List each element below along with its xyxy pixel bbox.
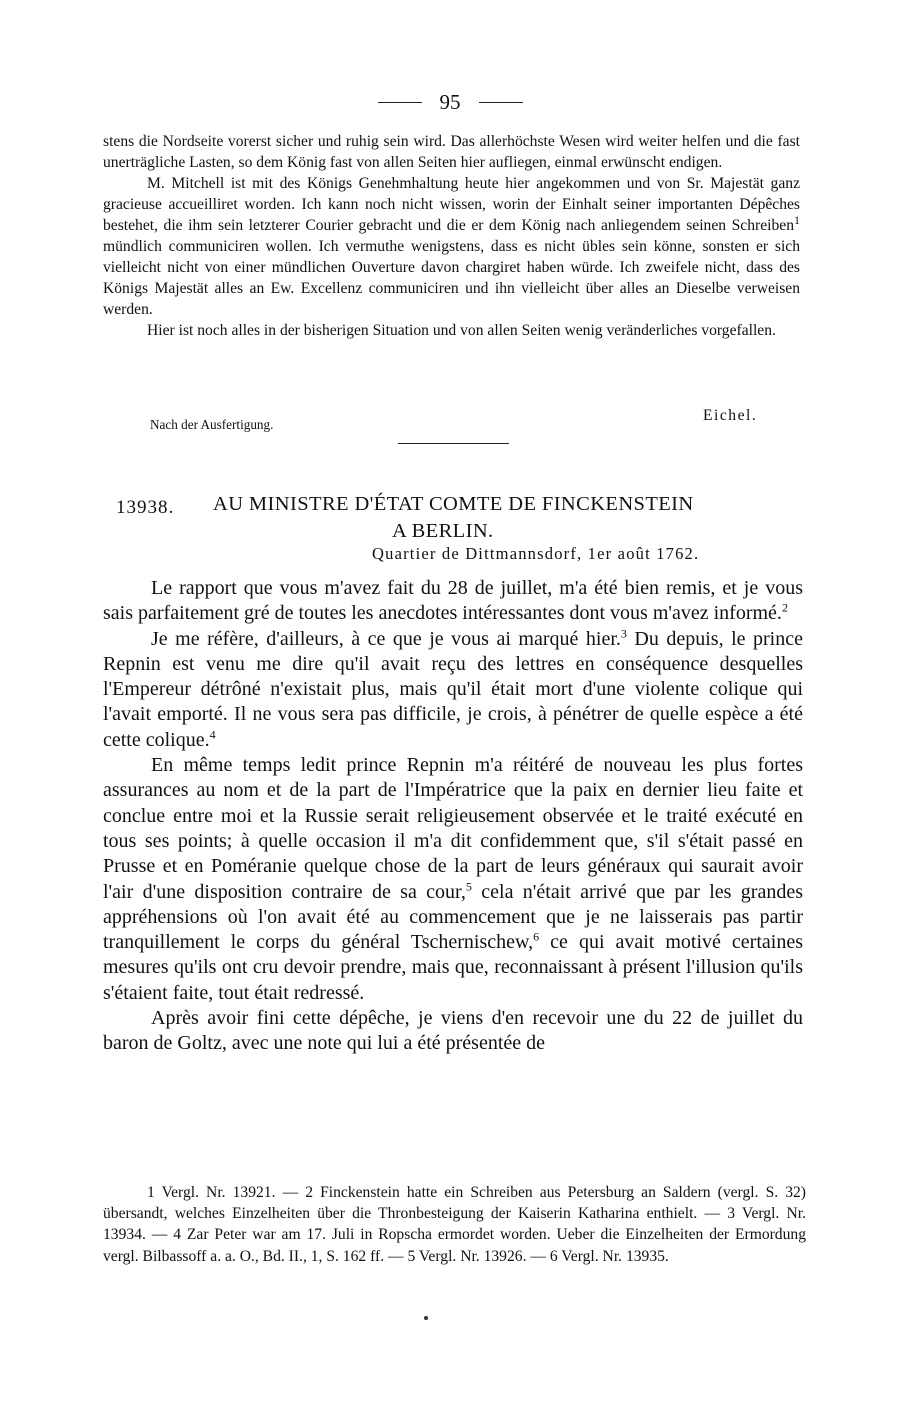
footnote-ref-4: 4 bbox=[209, 727, 216, 742]
letter-paragraph-4: Après avoir fini cette dépêche, je viens d'en recevoir une du 22 de juillet du baron de Goltz, avec une note qui lui a été présentée de bbox=[103, 1007, 803, 1055]
footnote-ref-1: 1 bbox=[794, 212, 800, 227]
footnote-ref-2: 2 bbox=[781, 600, 788, 615]
letter-heading-line-2: A BERLIN. bbox=[392, 520, 494, 542]
letter-heading-line-1: AU MINISTRE D'ÉTAT COMTE DE FINCKENSTEIN bbox=[213, 493, 694, 515]
header-rule-left bbox=[378, 102, 422, 103]
footnote-ref-5: 5 bbox=[465, 878, 472, 893]
continuation-paragraph-2: M. Mitchell ist mit des Königs Genehmhaltung heute hier angekommen und von Sr. Majestät ganz gracieuse accueilliret worden. Ich kann noch nicht wissen, worin der Einhalt seiner importanten Dépêches bestehet, die ihm sein letzterer Courier gebracht und die er dem König nach anliegendem seinen Schreiben$^1$ mündlich communiciren wollen. Ich vermuthe wenigstens, dass es nicht übles sein könne, sonsten er sich vielleicht nicht von einer mündlichen Ouverture davon chargiret haben würde. Ich zweifele nicht, dass des Königs Majestät alles an Ew. Excellenz communiciren und ihn vielleicht über alles an Dieselbe verweisen werden. bbox=[103, 175, 800, 318]
footnote-ref-6: 6 bbox=[533, 929, 540, 944]
header-rule-right bbox=[479, 102, 523, 103]
continuation-paragraph-3: Hier ist noch alles in der bisherigen Situation und von allen Seiten wenig veränderliches vorgefallen. bbox=[147, 322, 776, 339]
page-header bbox=[0, 88, 900, 116]
letter-place-date: Quartier de Dittmannsdorf, 1er août 1762. bbox=[372, 544, 700, 563]
page-number: 95 bbox=[439, 89, 461, 114]
letter-paragraph-3: En même temps ledit prince Repnin m'a réitéré de nouveau les plus fortes assurances au nom et de la part de l'Impératrice que la paix en dernier lieu faite et conclue entre moi et la Russie serait religieusement observée et le traité exécuté en tous ses points; à quelle occasion il m'a dit confidemment que, s'il s'était passé en Prusse et en Poméranie quelque chose de la part de leurs généraux qui saurait avoir l'air d'une disposition contraire de sa cour,$^5$ cela n'était arrivé que par les grandes appréhensions où l'on avait été au commencement que je ne laisserais pas partir tranquillement le corps du général Tschernischew,$^6$ ce qui avait motivé certaines mesures qu'ils ont cru devoir prendre, mais que, reconnaissant à présent l'illusion qu'ils s'étaient faite, tout était redressé. bbox=[103, 754, 803, 1004]
print-mark bbox=[424, 1316, 428, 1320]
letter-paragraph-2: Je me réfère, d'ailleurs, à ce que je vous ai marqué hier.$^3$ Du depuis, le prince Repnin est venu me dire qu'il avait reçu des lettres en conséquence desquelles l'Empereur détrôné n'existait plus, mais qu'il était mort d'une violente colique qui l'avait emporté. Il ne vous sera pas difficile, je crois, à pénétrer de quelle espèce a été cette colique.$^4$ bbox=[103, 625, 803, 751]
signature: Eichel. bbox=[703, 407, 758, 424]
letter-paragraph-1: Le rapport que vous m'avez fait du 28 de juillet, m'a été bien remis, et je vous sais parfaitement gré de toutes les anecdotes intéressantes dont vous m'avez informé.$^2$ bbox=[103, 577, 803, 625]
letter-number: 13938. bbox=[116, 497, 175, 518]
continuation-text bbox=[103, 131, 800, 341]
source-note: Nach der Ausfertigung. bbox=[150, 417, 274, 432]
footnote-ref-3: 3 bbox=[620, 625, 627, 640]
footnotes-text: 1 Vergl. Nr. 13921. — 2 Finckenstein hatte ein Schreiben aus Petersburg an Saldern (vergl. S. 32) übersandt, welches Einzelheiten über die Thronbesteigung der Kaiserin Katharina enthielt. — 3 Vergl. Nr. 13934. — 4 Zar Peter war am 17. Juli in Ropscha ermordet worden. Ueber die Einzelheiten der Ermordung vergl. Bilbassoff a. a. O., Bd. II., 1, S. 162 ff. — 5 Vergl. Nr. 13926. — 6 Vergl. Nr. 13935. bbox=[103, 1184, 806, 1265]
letter-body bbox=[103, 576, 803, 1057]
continuation-paragraph-1: stens die Nordseite vorerst sicher und ruhig sein wird. Das allerhöchste Wesen wird weiter helfen und die fast unerträgliche Lasten, so dem König fast von allen Seiten hier aufliegen, einmal erwünscht endigen. bbox=[103, 133, 800, 171]
section-separator bbox=[398, 443, 509, 444]
footnotes bbox=[103, 1182, 806, 1267]
